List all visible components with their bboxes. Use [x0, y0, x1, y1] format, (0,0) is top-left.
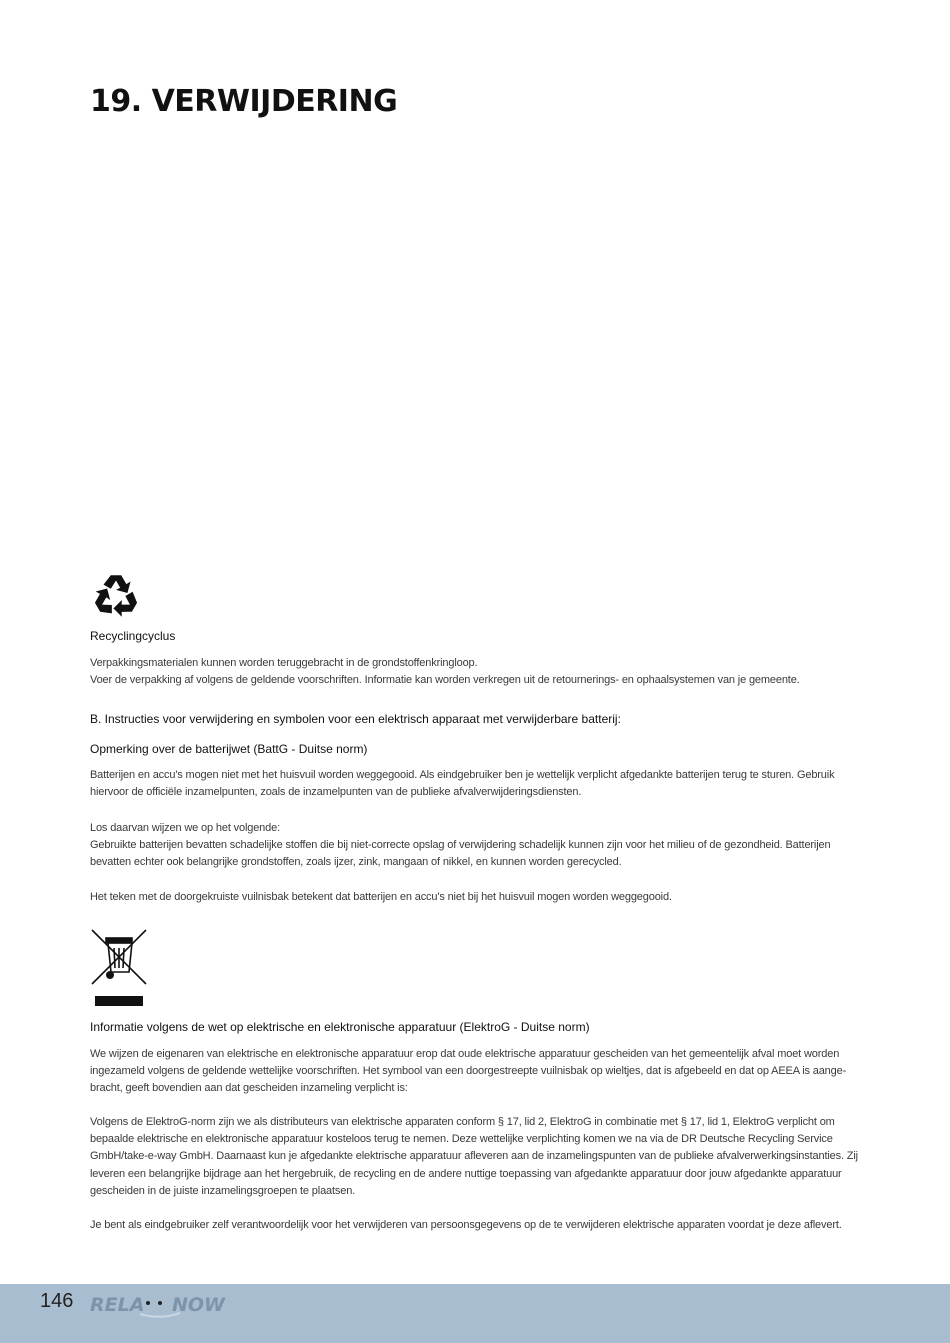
- battg-paragraph-3: [90, 889, 860, 906]
- recycling-section: [90, 628, 860, 645]
- page-number: 146: [40, 1290, 74, 1312]
- paragraph-line: Volgens de ElektroG-norm zijn we als distributeurs van elektrische apparaten conform § 17, lid 2, ElektroG in combinatie met § 17, lid 1, ElektroG verplicht om: [90, 1116, 835, 1128]
- elektrog-heading: Informatie volgens de wet op elektrische en elektronische apparatuur (ElektroG - Duitse norm): [90, 1020, 590, 1034]
- elektrog-heading-block: [90, 1019, 860, 1036]
- paragraph-line: Gebruikte batterijen bevatten schadelijke stoffen die bij niet-correcte opslag of verwijdering schadelijk kunnen zijn voor het milieu of de gezondheid. Batterijen: [90, 839, 831, 852]
- elektrog-paragraph-1: [90, 1046, 860, 1098]
- section-b-heading: B. Instructies voor verwijdering en symbolen voor een elektrisch apparaat met verwijderbare batterij:: [90, 712, 621, 726]
- paragraph-line: gescheiden in de juiste inzamelingsgroepen te plaatsen.: [90, 1184, 356, 1197]
- recycling-line: Voer de verpakking af volgens de geldende voorschriften. Informatie kan worden verkregen uit de retournerings- en ophaalsystemen van je gemeente.: [90, 674, 800, 687]
- recycling-text: [90, 655, 860, 689]
- paragraph-line: ingezameld volgens de geldende wettelijke voorschriften. Het symbool van een doorgestreepte vuilnisbak op wieltjes, dat is afgebeeld en dat op AEEA is aange-: [90, 1065, 847, 1078]
- recycling-symbol-icon: [90, 568, 142, 620]
- elektrog-paragraph-2: [90, 1114, 860, 1200]
- logo-right-text: NOW: [172, 1294, 226, 1316]
- recycling-line: Verpakkingsmaterialen kunnen worden teruggebracht in de grondstoffenkringloop.: [90, 657, 478, 669]
- recycling-heading: Recyclingcyclus: [90, 629, 176, 643]
- paragraph-line: bevatten echter ook belangrijke grondstoffen, zoals ijzer, zink, mangaan of nikkel, en kunnen worden gerecycled.: [90, 856, 622, 869]
- paragraph-line: Je bent als eindgebruiker zelf verantwoordelijk voor het verwijderen van persoonsgegevens op de te verwijderen elektrische apparaten voordat je deze aflevert.: [90, 1219, 842, 1231]
- paragraph-line: hiervoor de officiële inzamelpunten, zoals de inzamelpunten van de publieke afvalverwijderingsdiensten.: [90, 786, 582, 799]
- battg-heading: Opmerking over de batterijwet (BattG - Duitse norm): [90, 742, 368, 756]
- paragraph-line: Batterijen en accu's mogen niet met het huisvuil worden weggegooid. Als eindgebruiker ben je wettelijk verplicht afgedankte batterijen terug te sturen. Gebruik: [90, 769, 835, 781]
- battg-paragraph-2: [90, 820, 860, 872]
- crossed-out-wheelie-bin-icon: [90, 928, 148, 1008]
- battg-paragraph-1: [90, 767, 860, 801]
- paragraph-line: GmbH/take-e-way GmbH. Daarnaast kun je afgedankte elektrische apparatuur afleveren aan de inzamelingspunten van de publieke afvalverwerkingsinstanties. Zij: [90, 1150, 858, 1163]
- paragraph-line: bracht, geeft bovendien aan dat gescheiden inzameling verplicht is:: [90, 1082, 408, 1095]
- paragraph-line: We wijzen de eigenaren van elektrische en elektronische apparatuur erop dat oude elektrische apparatuur gescheiden van het gemeentelijk afval moet worden: [90, 1048, 840, 1060]
- elektrog-paragraph-3: [90, 1217, 860, 1234]
- paragraph-line: Het teken met de doorgekruiste vuilnisbak betekent dat batterijen en accu's niet bij het huisvuil mogen worden weggegooid.: [90, 891, 672, 903]
- paragraph-line: leveren een belangrijke bijdrage aan het hergebruik, de recycling en de andere nuttige toepassing van afgedankte apparatuur door jouw afgedankte apparatuur: [90, 1167, 842, 1180]
- paragraph-line: Los daarvan wijzen we op het volgende:: [90, 822, 280, 834]
- logo-left-text: RELA: [90, 1294, 145, 1316]
- paragraph-line: bepaalde elektrische en elektronische apparatuur kosteloos terug te nemen. Deze wettelijke verplichting komen we na via de DR Deutsche Recycling Service: [90, 1133, 833, 1146]
- page-title: 19. VERWIJDERING: [90, 84, 398, 119]
- brand-logo: [88, 1290, 228, 1318]
- section-b-heading-block: [90, 711, 860, 728]
- battg-heading-block: [90, 741, 860, 758]
